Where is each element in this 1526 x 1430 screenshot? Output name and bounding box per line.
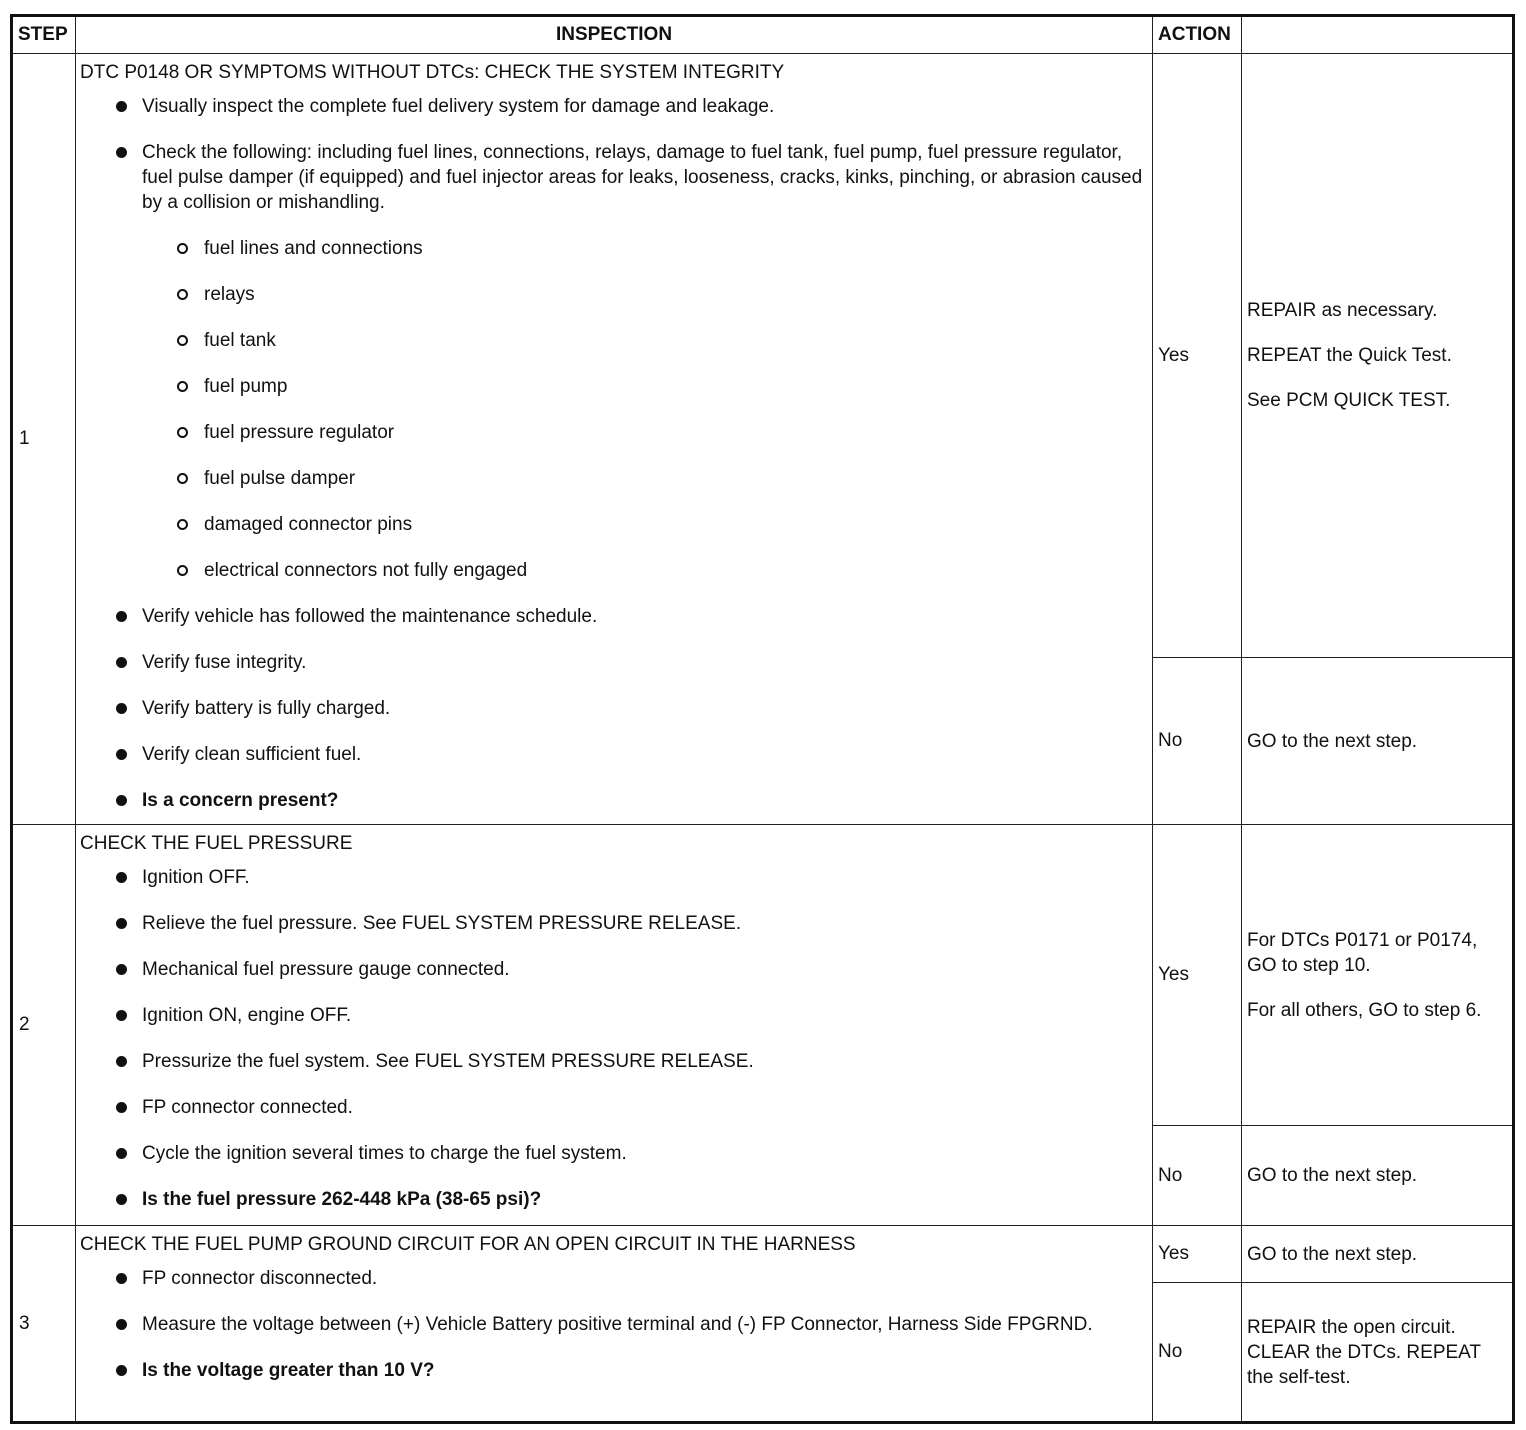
inspection-subitem: fuel tank bbox=[142, 328, 1144, 353]
header-action: ACTION bbox=[1153, 16, 1242, 54]
step-3-yes-row bbox=[12, 1226, 1514, 1283]
inspection-item: FP connector disconnected. bbox=[80, 1266, 1144, 1291]
step-2-yes-row bbox=[12, 825, 1514, 1126]
inspection-subitem: fuel pump bbox=[142, 374, 1144, 399]
action-yes-label: Yes bbox=[1153, 54, 1242, 658]
result-line: REPEAT the Quick Test. bbox=[1247, 345, 1452, 366]
inspection-item bbox=[80, 140, 1144, 583]
action-no-label: No bbox=[1153, 658, 1242, 825]
step-number: 1 bbox=[12, 54, 76, 825]
inspection-list bbox=[80, 1266, 1144, 1383]
result-line: For DTCs P0171 or P0174, bbox=[1247, 929, 1478, 951]
action-no-result bbox=[1242, 658, 1514, 825]
inspection-item: Verify vehicle has followed the maintenance schedule. bbox=[80, 604, 1144, 629]
inspection-list bbox=[80, 865, 1144, 1212]
step-inspection bbox=[76, 1226, 1153, 1423]
inspection-item: FP connector connected. bbox=[80, 1095, 1144, 1120]
result-line: GO to the next step. bbox=[1247, 1165, 1418, 1186]
action-yes-result bbox=[1242, 54, 1514, 658]
step-title: CHECK THE FUEL PUMP GROUND CIRCUIT FOR AN OPEN CIRCUIT IN THE HARNESS bbox=[80, 1234, 856, 1255]
action-yes-result bbox=[1242, 825, 1514, 1126]
header-inspection: INSPECTION bbox=[76, 16, 1153, 54]
inspection-item: Mechanical fuel pressure gauge connected. bbox=[80, 957, 1144, 982]
result-line: the self-test. bbox=[1247, 1366, 1351, 1388]
result-line: GO to step 10. bbox=[1247, 954, 1371, 976]
inspection-item: Visually inspect the complete fuel delivery system for damage and leakage. bbox=[80, 94, 1144, 119]
result-line: See PCM QUICK TEST. bbox=[1247, 390, 1451, 411]
action-no-result bbox=[1242, 1126, 1514, 1226]
inspection-item: Verify clean sufficient fuel. bbox=[80, 742, 1144, 767]
inspection-item: Relieve the fuel pressure. See FUEL SYSTEM PRESSURE RELEASE. bbox=[80, 911, 1144, 936]
step-inspection bbox=[76, 825, 1153, 1226]
action-yes-label: Yes bbox=[1153, 1226, 1242, 1283]
result-line: For all others, GO to step 6. bbox=[1247, 999, 1482, 1021]
inspection-question: Is a concern present? bbox=[80, 788, 1144, 813]
result-line: REPAIR the open circuit. bbox=[1247, 1316, 1456, 1338]
inspection-item: Verify battery is fully charged. bbox=[80, 696, 1144, 721]
action-yes-label: Yes bbox=[1153, 825, 1242, 1126]
header-step: STEP bbox=[12, 16, 76, 54]
result-line: REPAIR as necessary. bbox=[1247, 300, 1438, 321]
inspection-subitem: damaged connector pins bbox=[142, 512, 1144, 537]
inspection-subitem: fuel pulse damper bbox=[142, 466, 1144, 491]
step-number: 2 bbox=[12, 825, 76, 1226]
action-no-result bbox=[1242, 1283, 1514, 1423]
action-yes-result bbox=[1242, 1226, 1514, 1283]
result-line: CLEAR the DTCs. REPEAT bbox=[1247, 1341, 1482, 1363]
diagnostic-table bbox=[10, 14, 1515, 1424]
header-result bbox=[1242, 16, 1514, 54]
inspection-list bbox=[80, 94, 1144, 813]
result-line: GO to the next step. bbox=[1247, 730, 1418, 752]
inspection-question: Is the fuel pressure 262-448 kPa (38-65 psi)? bbox=[80, 1187, 1144, 1212]
inspection-item: Ignition ON, engine OFF. bbox=[80, 1003, 1144, 1028]
inspection-item: Verify fuse integrity. bbox=[80, 650, 1144, 675]
inspection-sublist bbox=[142, 236, 1144, 583]
result-line: GO to the next step. bbox=[1247, 1243, 1418, 1265]
step-title: CHECK THE FUEL PRESSURE bbox=[80, 833, 353, 854]
action-no-label: No bbox=[1153, 1126, 1242, 1226]
inspection-item: Ignition OFF. bbox=[80, 865, 1144, 890]
step-title: DTC P0148 OR SYMPTOMS WITHOUT DTCs: CHECK THE SYSTEM INTEGRITY bbox=[80, 62, 785, 83]
step-number: 3 bbox=[12, 1226, 76, 1423]
inspection-subitem: relays bbox=[142, 282, 1144, 307]
inspection-item: Measure the voltage between (+) Vehicle Battery positive terminal and (-) FP Connector, Harness Side FPGRND. bbox=[80, 1312, 1144, 1337]
inspection-item: Cycle the ignition several times to charge the fuel system. bbox=[80, 1141, 1144, 1166]
inspection-item: Pressurize the fuel system. See FUEL SYSTEM PRESSURE RELEASE. bbox=[80, 1049, 1144, 1074]
header-row bbox=[12, 16, 1514, 54]
action-no-label: No bbox=[1153, 1283, 1242, 1423]
step-1-yes-row bbox=[12, 54, 1514, 658]
inspection-subitem: fuel lines and connections bbox=[142, 236, 1144, 261]
inspection-question: Is the voltage greater than 10 V? bbox=[80, 1358, 1144, 1383]
inspection-subitem: electrical connectors not fully engaged bbox=[142, 558, 1144, 583]
inspection-subitem: fuel pressure regulator bbox=[142, 420, 1144, 445]
inspection-item-text: Check the following: including fuel lines, connections, relays, damage to fuel tank, fuel pump, fuel pressure regulator, fuel pulse damper (if equipped) and fuel injector areas for leaks, looseness, cracks, kinks, pinching, or abrasion caused by a collision or mishandling. bbox=[142, 142, 1143, 213]
step-inspection bbox=[76, 54, 1153, 825]
